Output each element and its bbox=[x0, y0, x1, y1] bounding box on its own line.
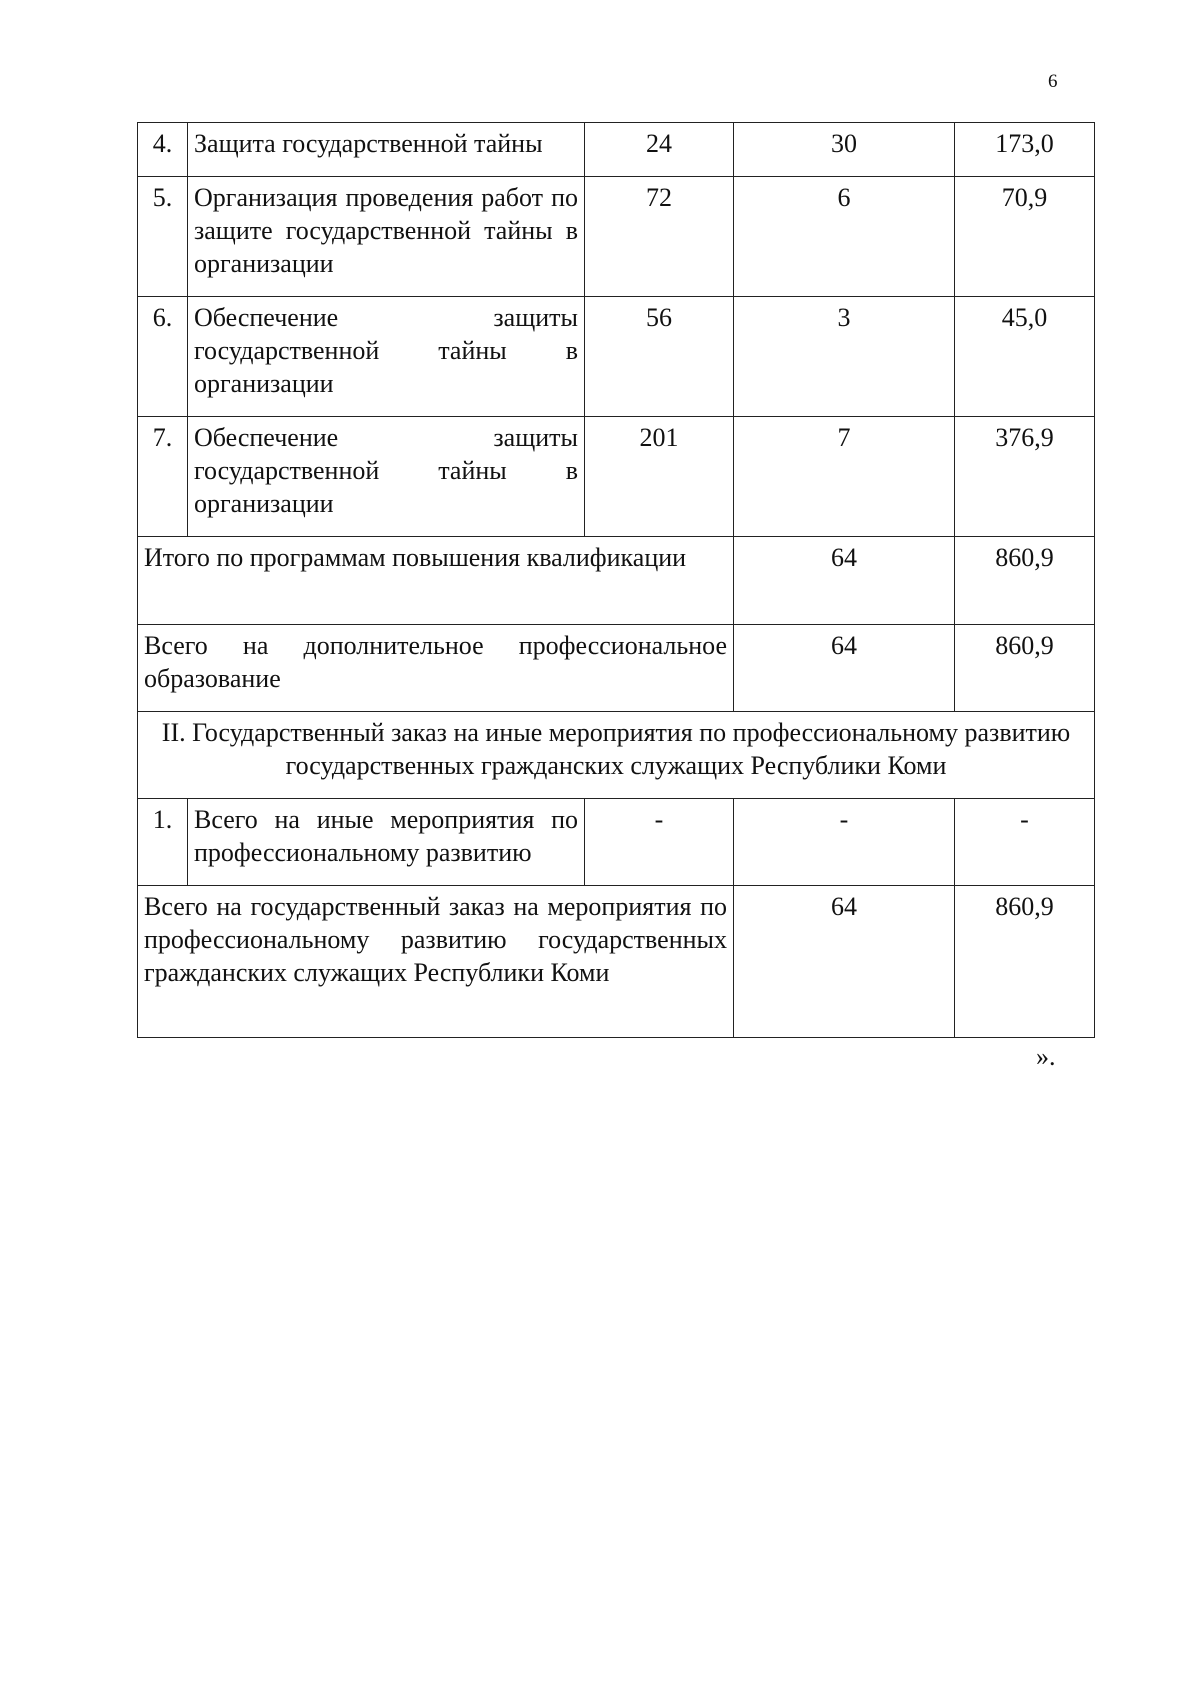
count-value: 64 bbox=[734, 537, 955, 625]
count-value: 64 bbox=[734, 886, 955, 1038]
row-number: 7. bbox=[138, 417, 188, 537]
hours-value: 24 bbox=[585, 123, 734, 177]
sum-value: 173,0 bbox=[955, 123, 1095, 177]
grand-total-row bbox=[138, 886, 1095, 1038]
row-number: 6. bbox=[138, 297, 188, 417]
row-number: 4. bbox=[138, 123, 188, 177]
count-value: 7 bbox=[734, 417, 955, 537]
section-header-row bbox=[138, 712, 1095, 799]
count-value: 6 bbox=[734, 177, 955, 297]
program-name: Организация проведения работ по защите государственной тайны в организации bbox=[188, 177, 585, 297]
total-label: Всего на дополнительное профессиональное образование bbox=[138, 625, 734, 712]
program-name: Защита государственной тайны bbox=[188, 123, 585, 177]
table-row bbox=[138, 297, 1095, 417]
page-number: 6 bbox=[1048, 71, 1058, 92]
count-value: - bbox=[734, 799, 955, 886]
closing-quote-mark: ». bbox=[1036, 1042, 1056, 1071]
hours-value: 56 bbox=[585, 297, 734, 417]
total-row bbox=[138, 625, 1095, 712]
sum-value: - bbox=[955, 799, 1095, 886]
sum-value: 70,9 bbox=[955, 177, 1095, 297]
hours-value: - bbox=[585, 799, 734, 886]
sum-value: 376,9 bbox=[955, 417, 1095, 537]
grand-total-label: Всего на государственный заказ на мероприятия по профессиональному развитию государственных гражданских служащих Республики Коми bbox=[138, 886, 734, 1038]
subtotal-label: Итого по программам повышения квалификации bbox=[138, 537, 734, 625]
program-name: Обеспечение защиты государственной тайны в организации bbox=[188, 417, 585, 537]
program-name: Обеспечение защиты государственной тайны в организации bbox=[188, 297, 585, 417]
sum-value: 45,0 bbox=[955, 297, 1095, 417]
hours-value: 201 bbox=[585, 417, 734, 537]
count-value: 30 bbox=[734, 123, 955, 177]
table-row bbox=[138, 799, 1095, 886]
row-number: 1. bbox=[138, 799, 188, 886]
table-row bbox=[138, 177, 1095, 297]
state-order-table bbox=[137, 122, 1095, 1038]
program-name: Всего на иные мероприятия по профессиональному развитию bbox=[188, 799, 585, 886]
count-value: 3 bbox=[734, 297, 955, 417]
table-row bbox=[138, 123, 1095, 177]
sum-value: 860,9 bbox=[955, 886, 1095, 1038]
sum-value: 860,9 bbox=[955, 625, 1095, 712]
section-ii-title: II. Государственный заказ на иные мероприятия по профессиональному развитию государственных гражданских служащих Республики Коми bbox=[138, 712, 1095, 799]
count-value: 64 bbox=[734, 625, 955, 712]
table-row bbox=[138, 417, 1095, 537]
row-number: 5. bbox=[138, 177, 188, 297]
sum-value: 860,9 bbox=[955, 537, 1095, 625]
hours-value: 72 bbox=[585, 177, 734, 297]
subtotal-row bbox=[138, 537, 1095, 625]
